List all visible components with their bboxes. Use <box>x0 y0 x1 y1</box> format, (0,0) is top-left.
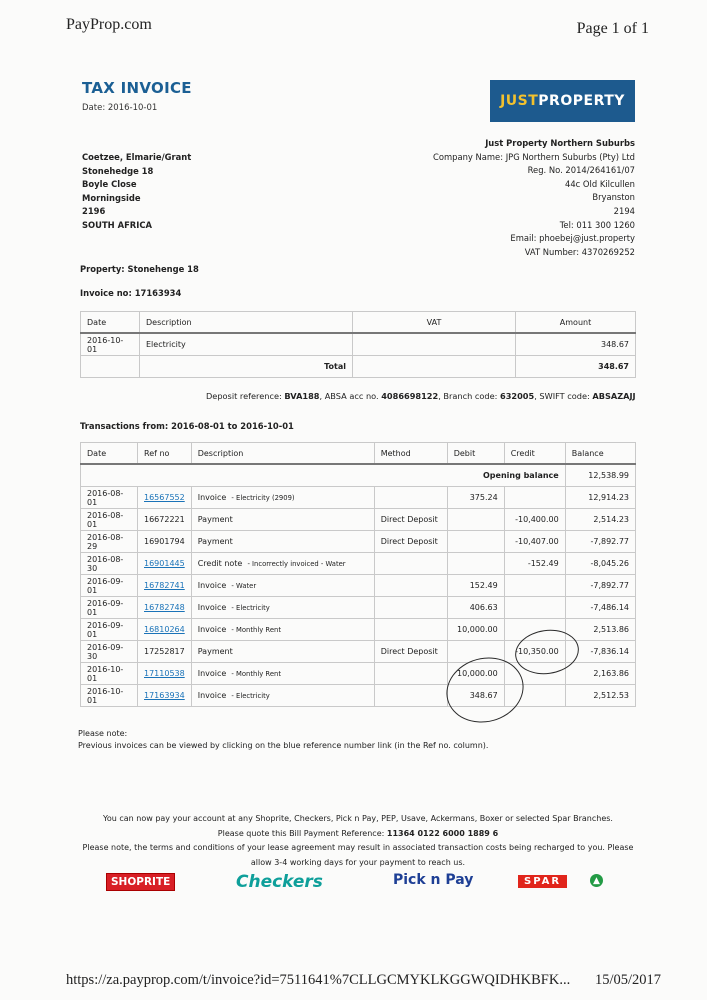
col-credit: Credit <box>504 443 565 465</box>
txn-desc-main: Invoice <box>197 581 227 590</box>
txn-method <box>374 619 447 641</box>
opening-balance-value: 12,538.99 <box>565 464 635 487</box>
pick-n-pay-logo: Pick n Pay <box>393 872 474 888</box>
txn-desc-sub: - Water <box>231 582 257 590</box>
txn-method <box>374 553 447 575</box>
txn-debit: 10,000.00 <box>447 619 504 641</box>
logo-part-2: PROPERTY <box>538 93 625 109</box>
txn-date: 2016-09-01 <box>81 597 138 619</box>
footer-line: allow 3-4 working days for your payment to reach us. <box>250 857 466 867</box>
txn-description <box>191 487 374 509</box>
footer-line <box>80 827 636 842</box>
note-text: Previous invoices can be viewed by clicking on the blue reference number link (in the Ref no. column). <box>78 741 489 750</box>
txn-description <box>191 509 374 531</box>
txn-desc-main: Invoice <box>197 493 227 502</box>
txn-balance: 2,163.86 <box>565 663 635 685</box>
row-date: 2016-10-01 <box>81 333 140 356</box>
address-line: SOUTH AFRICA <box>82 219 152 230</box>
total-vat <box>353 356 516 378</box>
txn-debit <box>447 531 504 553</box>
col-description: Description <box>140 312 353 334</box>
txn-date: 2016-09-30 <box>81 641 138 663</box>
txn-description <box>191 575 374 597</box>
opening-balance-label: Opening balance <box>81 464 566 487</box>
txn-credit: -10,407.00 <box>504 531 565 553</box>
swift-code: ABSAZAJJ <box>592 391 636 401</box>
address-line: Boyle Close <box>82 179 137 190</box>
txn-description <box>191 641 374 663</box>
txn-balance: 2,514.23 <box>565 509 635 531</box>
transaction-row <box>81 553 636 575</box>
company-line: 44c Old Kilcullen <box>565 178 635 189</box>
col-amount: Amount <box>516 312 636 334</box>
txn-date: 2016-09-01 <box>81 619 138 641</box>
txn-date: 2016-10-01 <box>81 685 138 707</box>
store-logos <box>80 872 636 894</box>
txn-balance: 2,512.53 <box>565 685 635 707</box>
txn-desc-main: Payment <box>197 515 233 524</box>
transaction-row <box>81 487 636 509</box>
invoice-table <box>80 311 636 378</box>
total-spacer <box>81 356 140 378</box>
deposit-ref: BVA188 <box>284 391 320 401</box>
branch-label: , Branch code: <box>438 391 498 401</box>
txn-balance: -7,892.77 <box>565 531 635 553</box>
row-amount: 348.67 <box>516 333 636 356</box>
site-name: PayProp.com <box>66 16 152 33</box>
checkers-logo: Checkers <box>236 872 323 892</box>
txn-debit: 348.67 <box>447 685 504 707</box>
just-property-logo <box>490 80 635 122</box>
txn-date: 2016-08-01 <box>81 509 138 531</box>
txn-method <box>374 685 447 707</box>
company-line: Company Name: JPG Northern Suburbs (Pty) Ltd <box>433 151 635 162</box>
col-date: Date <box>81 312 140 334</box>
col-ref: Ref no <box>138 443 192 465</box>
txn-debit: 10,000.00 <box>447 663 504 685</box>
property-label: Property: Stonehenge 18 <box>80 264 199 274</box>
row-description: Electricity <box>140 333 353 356</box>
col-description: Description <box>191 443 374 465</box>
col-debit: Debit <box>447 443 504 465</box>
deposit-reference <box>206 391 636 401</box>
txn-desc-main: Payment <box>197 647 233 656</box>
txn-ref: 16672221 <box>138 509 192 531</box>
branch-code: 632005 <box>500 391 535 401</box>
swift-label: , SWIFT code: <box>534 391 590 401</box>
txn-debit: 152.49 <box>447 575 504 597</box>
print-date: 15/05/2017 <box>594 972 661 988</box>
txn-date: 2016-08-29 <box>81 531 138 553</box>
invoice-title: TAX INVOICE <box>82 79 192 97</box>
txn-description <box>191 619 374 641</box>
txn-desc-sub: - Monthly Rent <box>231 670 281 678</box>
invoice-number: Invoice no: 17163934 <box>80 288 182 298</box>
deposit-label: Deposit reference: <box>206 391 282 401</box>
txn-ref[interactable]: 17110538 <box>138 663 192 685</box>
txn-debit <box>447 509 504 531</box>
txn-credit: -10,350.00 <box>504 641 565 663</box>
txn-debit: 375.24 <box>447 487 504 509</box>
txn-credit <box>504 487 565 509</box>
txn-desc-sub: - Electricity (2909) <box>231 494 295 502</box>
col-date: Date <box>81 443 138 465</box>
txn-ref[interactable]: 16567552 <box>138 487 192 509</box>
transaction-row <box>81 509 636 531</box>
company-details <box>433 137 635 259</box>
spar-logo: SPAR <box>518 875 567 888</box>
address-line: Morningside <box>82 192 141 203</box>
txn-method: Direct Deposit <box>374 641 447 663</box>
transactions-heading: Transactions from: 2016-08-01 to 2016-10-01 <box>80 421 294 431</box>
page-number: Page 1 of 1 <box>576 20 649 37</box>
txn-ref: 16901794 <box>138 531 192 553</box>
company-line: Email: phoebej@just.property <box>510 233 635 244</box>
bill-payment-reference: 11364 0122 6000 1889 6 <box>386 828 499 838</box>
col-vat: VAT <box>353 312 516 334</box>
txn-date: 2016-09-01 <box>81 575 138 597</box>
txn-method <box>374 487 447 509</box>
txn-debit <box>447 553 504 575</box>
txn-debit: 406.63 <box>447 597 504 619</box>
footer-line: You can now pay your account at any Shoprite, Checkers, Pick n Pay, PEP, Usave, Ackermans, Boxer or selected Spar Branches. <box>103 814 613 823</box>
payment-footer <box>80 812 636 870</box>
company-line: Tel: 011 300 1260 <box>559 219 635 230</box>
company-line: Bryanston <box>592 192 635 203</box>
footer-line: Please note, the terms and conditions of your lease agreement may result in associated transaction costs being recharged to you. Please <box>82 843 634 852</box>
txn-balance: 12,914.23 <box>565 487 635 509</box>
txn-method: Direct Deposit <box>374 509 447 531</box>
txn-balance: -8,045.26 <box>565 553 635 575</box>
txn-desc-main: Invoice <box>197 603 227 612</box>
txn-credit <box>504 597 565 619</box>
txn-balance: 2,513.86 <box>565 619 635 641</box>
transaction-row <box>81 685 636 707</box>
shoprite-logo: SHOPRITE <box>106 873 175 891</box>
transaction-row <box>81 597 636 619</box>
txn-credit <box>504 575 565 597</box>
txn-date: 2016-10-01 <box>81 663 138 685</box>
address-line: 2196 <box>82 206 106 217</box>
txn-date: 2016-08-30 <box>81 553 138 575</box>
txn-desc-main: Payment <box>197 537 233 546</box>
txn-description <box>191 663 374 685</box>
txn-description <box>191 531 374 553</box>
invoice-date: Date: 2016-10-01 <box>82 103 158 113</box>
txn-description <box>191 685 374 707</box>
txn-date: 2016-08-01 <box>81 487 138 509</box>
txn-balance: -7,486.14 <box>565 597 635 619</box>
txn-desc-main: Credit note <box>197 559 243 568</box>
acc-label: , ABSA acc no. <box>319 391 379 401</box>
txn-balance: -7,892.77 <box>565 575 635 597</box>
txn-ref[interactable]: 16782748 <box>138 597 192 619</box>
txn-credit: -10,400.00 <box>504 509 565 531</box>
txn-desc-sub: - Monthly Rent <box>231 626 281 634</box>
txn-ref[interactable]: 16901445 <box>138 553 192 575</box>
txn-desc-main: Invoice <box>197 625 227 634</box>
address-line: Stonehedge 18 <box>82 165 154 176</box>
total-value: 348.67 <box>516 356 636 378</box>
txn-ref: 17252817 <box>138 641 192 663</box>
spar-tree-icon: ▲ <box>590 874 603 887</box>
company-line: Reg. No. 2014/264161/07 <box>527 165 635 176</box>
transaction-row <box>81 575 636 597</box>
txn-desc-sub: - Incorrectly invoiced - Water <box>247 560 346 568</box>
txn-desc-main: Invoice <box>197 669 227 678</box>
company-name: Just Property Northern Suburbs <box>485 138 635 148</box>
page-url: https://za.payprop.com/t/invoice?id=7511641%7CLLGCMYKLKGGWQIDHKBFK... <box>66 972 571 988</box>
acc-number: 4086698122 <box>381 391 439 401</box>
bill-ref-label: Please quote this Bill Payment Reference: <box>217 828 385 838</box>
txn-ref[interactable]: 16810264 <box>138 619 192 641</box>
txn-method: Direct Deposit <box>374 531 447 553</box>
txn-method <box>374 597 447 619</box>
company-line: 2194 <box>613 205 635 216</box>
txn-description <box>191 553 374 575</box>
company-line: VAT Number: 4370269252 <box>524 246 635 257</box>
address-line: Coetzee, Elmarie/Grant <box>82 152 192 162</box>
transaction-row <box>81 531 636 553</box>
note-title: Please note: <box>78 729 128 738</box>
recipient-address <box>82 151 191 233</box>
row-vat <box>353 333 516 356</box>
txn-credit: -152.49 <box>504 553 565 575</box>
total-label: Total <box>140 356 353 378</box>
txn-desc-sub: - Electricity <box>231 604 270 612</box>
txn-desc-main: Invoice <box>197 691 227 700</box>
txn-ref[interactable]: 16782741 <box>138 575 192 597</box>
txn-balance: -7,836.14 <box>565 641 635 663</box>
col-method: Method <box>374 443 447 465</box>
txn-method <box>374 663 447 685</box>
txn-ref[interactable]: 17163934 <box>138 685 192 707</box>
logo-part-1: JUST <box>500 93 539 109</box>
txn-description <box>191 597 374 619</box>
txn-desc-sub: - Electricity <box>231 692 270 700</box>
note <box>78 728 488 752</box>
col-balance: Balance <box>565 443 635 465</box>
txn-method <box>374 575 447 597</box>
